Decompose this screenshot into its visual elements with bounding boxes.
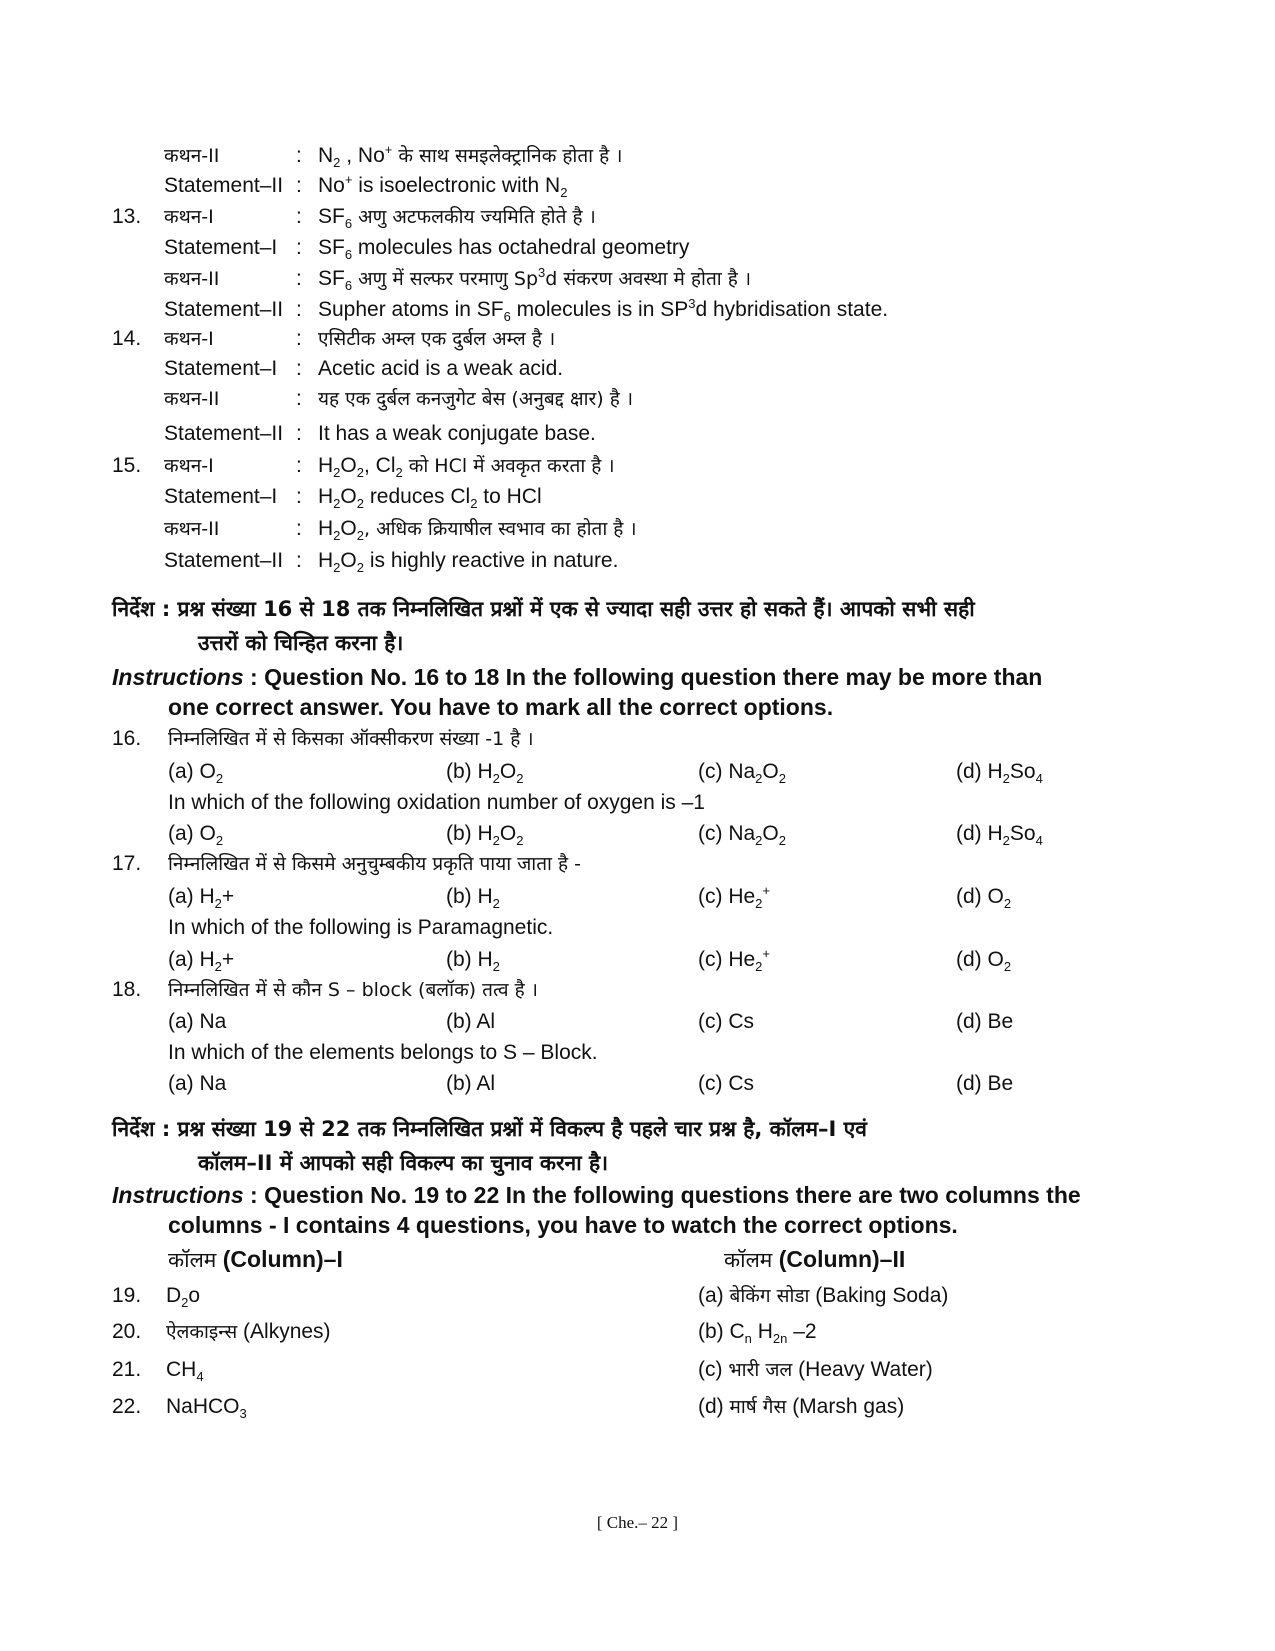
instructions-colon: : xyxy=(243,664,265,690)
row-colon: : xyxy=(296,327,302,350)
row-colon: : xyxy=(296,144,302,167)
options-row xyxy=(0,1068,1275,1100)
instructions-block xyxy=(112,1180,1164,1240)
option-b: (b) $H_2O_2$ xyxy=(446,760,524,787)
question-text-english-row xyxy=(0,1037,1275,1069)
match-number: 19. xyxy=(112,1284,142,1307)
row-label: कथन-II xyxy=(164,388,220,410)
option-c: (c) $He_2^+$ xyxy=(698,946,770,975)
question-text-english: In which of the elements belongs to S – Block. xyxy=(168,1041,598,1064)
row-text: $H_2O_2$ is highly reactive in nature. xyxy=(318,549,619,576)
row-text: एसिटीक अम्ल एक दुर्बल अम्ल है । xyxy=(318,328,556,350)
row-label: कथन-II xyxy=(164,268,220,290)
row-label: कथन-I xyxy=(164,328,214,350)
row-text: It has a weak conjugate base. xyxy=(318,422,596,445)
direction-line: उत्तरों को चिन्हित करना है। xyxy=(198,631,404,655)
option-c: (c) $He_2^+$ xyxy=(698,883,770,912)
instructions-block xyxy=(112,662,1164,722)
statement-row xyxy=(0,418,1275,450)
row-text: Supher atoms in $SF_6$ molecules is in $SP^3d$ hybridisation state. xyxy=(318,296,889,325)
row-text: $N_2$ , No+ के साथ समइलेक्ट्रानिक होता है । xyxy=(318,142,623,171)
direction-block xyxy=(112,592,1162,660)
row-label: कथन-I xyxy=(164,206,214,228)
options-row xyxy=(0,881,1275,913)
statement-row xyxy=(0,263,1275,295)
option-a: (a) Na xyxy=(168,1010,227,1033)
row-label: Statement–I xyxy=(164,357,278,380)
row-text: $H_2O_2$, $Cl_2$ को HCl में अवकृत करता है । xyxy=(318,454,615,481)
direction-line: कॉलम–II में आपको सही विकल्प का चुनाव करना है। xyxy=(198,1151,609,1175)
row-label: कथन-II xyxy=(164,518,220,540)
question-text-hindi: निम्नलिखित में से किसमे अनुचुम्बकीय प्रकृति पाया जाता है - xyxy=(168,853,581,875)
option-a: (a) $O_2$ xyxy=(168,760,224,787)
question-text-english-row xyxy=(0,787,1275,819)
match-number: 22. xyxy=(112,1395,142,1418)
question-text-english-row xyxy=(0,912,1275,944)
statement-row xyxy=(0,232,1275,264)
match-number: 21. xyxy=(112,1358,142,1381)
row-label: कथन-I xyxy=(164,455,214,477)
row-text: $SF_6$ molecules has octahedral geometry xyxy=(318,236,690,263)
statement-row xyxy=(0,545,1275,577)
row-colon: : xyxy=(296,236,302,259)
statement-row xyxy=(0,481,1275,513)
instructions-line: columns - I contains 4 questions, you have to watch the correct options. xyxy=(168,1212,958,1238)
question-text-english: In which of the following is Paramagnetic. xyxy=(168,916,554,939)
column-2-heading: कॉलम (Column)–II xyxy=(724,1246,906,1272)
instructions-line: Question No. 19 to 22 In the following questions there are two columns the xyxy=(264,1182,1081,1208)
row-text: यह एक दुर्बल कनजुगेट बेस (अनुबद्द क्षार) है । xyxy=(318,388,634,410)
match-right: (c) भारी जल (Heavy Water) xyxy=(698,1358,933,1381)
options-row xyxy=(0,944,1275,976)
instructions-line: Question No. 16 to 18 In the following question there may be more than xyxy=(264,664,1043,690)
question-text-hindi: निम्नलिखित में से किसका ऑक्सीकरण संख्या -1 है । xyxy=(168,728,534,750)
match-right: (a) बेकिंग सोडा (Baking Soda) xyxy=(698,1284,949,1307)
page-footer: [ Che.– 22 ] xyxy=(596,1513,679,1532)
question-number: 13. xyxy=(112,205,142,228)
instructions-head: Instructions xyxy=(112,1182,244,1208)
question-number: 14. xyxy=(112,327,142,350)
option-c: (c) $Na_2O_2$ xyxy=(698,760,786,787)
statement-row xyxy=(0,140,1275,172)
row-label: Statement–II xyxy=(164,174,284,197)
match-right: (d) मार्ष गैस (Marsh gas) xyxy=(698,1395,905,1418)
row-text: $SF_6$ अणु में सल्फर परमाणु Sp$^3$d संकरण अवस्था मे होता है । xyxy=(318,265,752,294)
question-number: 17. xyxy=(112,852,142,875)
question-text-english: In which of the following oxidation number of oxygen is –1 xyxy=(168,791,705,814)
options-row xyxy=(0,818,1275,850)
option-b: (b) $H_2$ xyxy=(446,948,500,975)
match-left: NaHCO$_3$ xyxy=(166,1395,247,1422)
statement-row xyxy=(0,383,1275,415)
question-18 xyxy=(0,974,1275,1006)
direction-head: निर्देश : xyxy=(112,597,171,621)
row-text: No+ is isoelectronic with $N_2$ xyxy=(318,172,568,201)
statement-row xyxy=(0,513,1275,545)
option-a: (a) Na xyxy=(168,1072,227,1095)
question-number: 16. xyxy=(112,727,142,750)
row-colon: : xyxy=(296,205,302,228)
row-colon: : xyxy=(296,422,302,445)
option-d: (d) $H_2So_4$ xyxy=(956,760,1043,787)
row-colon: : xyxy=(296,267,302,290)
row-colon: : xyxy=(296,549,302,572)
options-row xyxy=(0,756,1275,788)
direction-line: प्रश्न संख्या 19 से 22 तक निम्नलिखित प्रश्नों में विकल्प है पहले चार प्रश्न है, कॉलम–I एवं xyxy=(177,1117,867,1141)
direction-line: प्रश्न संख्या 16 से 18 तक निम्नलिखित प्रश्नों में एक से ज्यादा सही उत्तर हो सकते हैं। आपको सभी सही xyxy=(177,597,975,621)
statement-row xyxy=(0,294,1275,326)
question-17 xyxy=(0,848,1275,880)
question-text-hindi: निम्नलिखित में से कौन S – block (बलॉक) तत्व है । xyxy=(168,979,538,1001)
row-colon: : xyxy=(296,387,302,410)
row-label: कथन-II xyxy=(164,145,220,167)
option-d: (d) $H_2So_4$ xyxy=(956,822,1043,849)
row-label: Statement–I xyxy=(164,236,278,259)
statement-row xyxy=(0,323,1275,355)
row-text: Acetic acid is a weak acid. xyxy=(318,357,564,380)
column-1-heading: कॉलम (Column)–I xyxy=(168,1246,343,1272)
statement-row xyxy=(0,201,1275,233)
option-a: (a) $O_2$ xyxy=(168,822,224,849)
question-number: 15. xyxy=(112,454,142,477)
option-a: (a) $H_2+$ xyxy=(168,885,235,912)
instructions-colon: : xyxy=(243,1182,265,1208)
row-label: Statement–II xyxy=(164,549,284,572)
row-colon: : xyxy=(296,517,302,540)
option-c: (c) Cs xyxy=(698,1072,754,1095)
options-row xyxy=(0,1006,1275,1038)
row-label: Statement–II xyxy=(164,422,284,445)
row-colon: : xyxy=(296,485,302,508)
match-left: $CH_4$ xyxy=(166,1358,204,1385)
row-colon: : xyxy=(296,357,302,380)
direction-block xyxy=(112,1112,1162,1180)
direction-head: निर्देश : xyxy=(112,1117,171,1141)
instructions-head: Instructions xyxy=(112,664,244,690)
option-d: (d) Be xyxy=(956,1072,1014,1095)
question-number: 18. xyxy=(112,978,142,1001)
row-colon: : xyxy=(296,454,302,477)
match-number: 20. xyxy=(112,1320,142,1343)
match-left: ऐलकाइन्स (Alkynes) xyxy=(166,1320,331,1343)
option-b: (b) $H_2$ xyxy=(446,885,500,912)
option-d: (d) $O_2$ xyxy=(956,885,1012,912)
option-c: (c) Cs xyxy=(698,1010,754,1033)
row-colon: : xyxy=(296,298,302,321)
row-label: Statement–II xyxy=(164,298,284,321)
match-left: $D_2o$ xyxy=(166,1284,201,1311)
option-a: (a) $H_2+$ xyxy=(168,948,235,975)
option-b: (b) $H_2O_2$ xyxy=(446,822,524,849)
row-text: $SF_6$ अणु अटफलकीय ज्यमिति होते है । xyxy=(318,205,596,232)
option-b: (b) Al xyxy=(446,1072,496,1095)
statement-row xyxy=(0,450,1275,482)
option-d: (d) Be xyxy=(956,1010,1014,1033)
match-right: (b) $C_n$ $H_{2n}$ –2 xyxy=(698,1320,817,1347)
row-colon: : xyxy=(296,174,302,197)
row-text: $H_2O_2$ reduces $Cl_2$ to HCl xyxy=(318,485,542,512)
option-b: (b) Al xyxy=(446,1010,496,1033)
row-text: $H_2O_2$, अधिक क्रियाषील स्वभाव का होता है । xyxy=(318,517,637,544)
statement-row xyxy=(0,170,1275,202)
instructions-line: one correct answer. You have to mark all the correct options. xyxy=(168,694,834,720)
question-16 xyxy=(0,723,1275,755)
option-c: (c) $Na_2O_2$ xyxy=(698,822,786,849)
row-label: Statement–I xyxy=(164,485,278,508)
option-d: (d) $O_2$ xyxy=(956,948,1012,975)
statement-row xyxy=(0,353,1275,385)
